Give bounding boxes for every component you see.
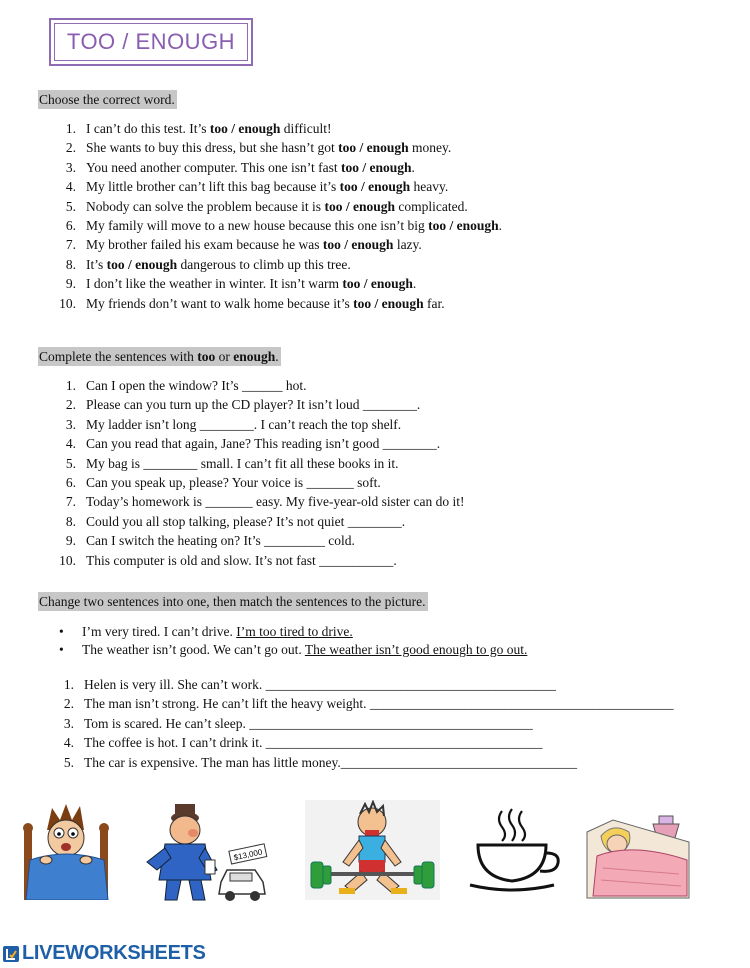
question-number: 7. (65, 237, 76, 253)
question-text: My friends don’t want to walk home because it’s (86, 295, 354, 311)
combine-text: The man isn’t strong. He can’t lift the heavy weight. _____________________________________________ (84, 696, 674, 712)
sentence-text: Could you all stop talking, please? It’s not quiet ________. (86, 513, 406, 529)
combine-item (56, 675, 674, 694)
sentence-number: 6. (65, 474, 76, 490)
combine-item (56, 733, 674, 752)
sentence-text: Please can you turn up the CD player? It isn’t loud ________. (86, 397, 421, 413)
price-tag-label: $13,000 (232, 847, 264, 863)
section3-instruction: Change two sentences into one, then match the sentences to the picture. (39, 594, 426, 609)
example-text: The weather isn’t good. We can’t go out. (82, 642, 305, 657)
liveworksheets-logo-icon (2, 945, 20, 963)
question-text: I can’t do this test. It’s (86, 121, 210, 136)
sentence-text: Can you speak up, please? Your voice is _______ soft. (86, 474, 381, 490)
liveworksheets-brand-text: LIVEWORKSHEETS (22, 942, 206, 964)
question-number: 3. (65, 159, 76, 175)
section3-list (56, 675, 674, 772)
combine-text: Tom is scared. He can’t sleep. __________________________________________ (84, 715, 533, 731)
liveworksheets-logo (2, 942, 206, 965)
sentence-number: 4. (65, 436, 76, 452)
sentence-item (58, 415, 464, 434)
question-text: I don’t like the weather in winter. It isn’t warm (86, 276, 343, 292)
sentence-text: Today’s homework is _______ easy. My five-year-old sister can do it! (86, 494, 465, 510)
question-number: 2. (65, 140, 76, 156)
question-item (58, 294, 502, 313)
sentence-number: 7. (65, 494, 76, 510)
question-text: My brother failed his exam because he was (86, 237, 323, 253)
question-number: 6. (65, 217, 76, 233)
question-number: 8. (65, 256, 76, 272)
question-text-end: difficult! (280, 121, 332, 136)
sentence-text: Can I open the window? It’s ______ hot. (86, 378, 307, 393)
question-text: She wants to buy this dress, but she hasn’t got (86, 140, 339, 156)
question-text: It’s (86, 256, 107, 272)
choice-options: too / enough (339, 179, 411, 195)
combine-number: 2. (63, 696, 74, 712)
question-item (58, 138, 502, 157)
question-number: 9. (65, 276, 76, 292)
question-text-end: far. (423, 295, 445, 311)
question-item (58, 216, 502, 235)
sentence-number: 9. (65, 533, 76, 549)
hot-coffee-cup-picture (468, 805, 563, 895)
sentence-text: This computer is old and slow. It’s not fast ___________. (86, 552, 397, 568)
question-text-end: money. (408, 140, 452, 156)
combine-text: The car is expensive. The man has little money.___________________________________ (84, 754, 578, 770)
question-number: 5. (65, 198, 76, 214)
question-text: Nobody can solve the problem because it is (86, 198, 325, 214)
choice-options: too / enough (209, 121, 281, 136)
example-item (58, 641, 527, 659)
combine-item (56, 714, 674, 733)
scared-boy-in-bed-picture (22, 800, 112, 900)
worksheet-title: TOO / ENOUGH (54, 23, 248, 61)
sentence-item (58, 395, 464, 414)
sentence-number: 5. (65, 455, 76, 471)
sentence-item (58, 531, 464, 550)
example-answer: The weather isn’t good enough to go out. (304, 642, 528, 657)
example-text: I’m very tired. I can’t drive. (82, 624, 237, 639)
section1-list (58, 119, 502, 313)
sentence-item (58, 473, 464, 492)
section2-list (58, 376, 464, 570)
section2-instruction: Complete the sentences with too or enough. (39, 349, 279, 364)
question-text-end: heavy. (410, 179, 449, 195)
example-answer: I’m too tired to drive. (236, 624, 353, 639)
combine-number: 4. (63, 735, 74, 751)
sentence-text: Can I switch the heating on? It’s _________ cold. (86, 533, 355, 549)
question-text: You need another computer. This one isn’t fast (86, 159, 341, 175)
sentence-number: 2. (65, 397, 76, 413)
combine-number: 1. (63, 677, 74, 692)
combine-text: The coffee is hot. I can’t drink it. _________________________________________ (84, 735, 543, 751)
question-number: 10. (59, 295, 76, 311)
sentence-number: 3. (65, 416, 76, 432)
question-text: My family will move to a new house because this one isn’t big (86, 217, 429, 233)
combine-number: 5. (63, 754, 74, 770)
choice-options: too / enough (340, 159, 412, 175)
sentence-number: 8. (65, 513, 76, 529)
question-item (58, 177, 502, 196)
choice-options: too / enough (428, 217, 499, 233)
question-text-end: lazy. (393, 237, 422, 253)
question-item (58, 235, 502, 254)
sentence-item (58, 492, 464, 511)
question-item (58, 158, 502, 177)
question-text-end: complicated. (394, 198, 468, 214)
sentence-item (58, 551, 464, 570)
sentence-item (58, 376, 464, 395)
section3-examples (58, 623, 527, 659)
sentence-item (58, 512, 464, 531)
man-no-money-car-picture (135, 800, 270, 905)
question-text-end: . (412, 276, 417, 292)
combine-item (56, 753, 674, 772)
question-number: 4. (65, 179, 76, 195)
question-text-end: . (498, 217, 502, 233)
sentence-text: Can you read that again, Jane? This reading isn’t good ________. (86, 436, 441, 452)
sentence-text: My ladder isn’t long ________. I can’t reach the top shelf. (86, 416, 402, 432)
question-text-end: dangerous to climb up this tree. (177, 256, 351, 272)
sentence-text: My bag is ________ small. I can’t fit all these books in it. (86, 455, 399, 471)
choice-options: too / enough (353, 295, 424, 311)
question-text-end: . (411, 159, 415, 175)
sick-girl-in-bed-picture (583, 802, 695, 902)
section1-instruction: Choose the correct word. (39, 92, 175, 107)
sentence-number: 10. (59, 552, 76, 568)
choice-options: too / enough (338, 140, 409, 156)
sentence-item (58, 454, 464, 473)
title-box (49, 18, 253, 66)
question-item (58, 255, 502, 274)
question-item (58, 274, 502, 293)
question-item (58, 119, 502, 138)
question-text: My little brother can’t lift this bag because it’s (86, 179, 340, 195)
combine-item (56, 694, 674, 713)
question-item (58, 197, 502, 216)
question-number: 1. (65, 121, 76, 136)
choice-options: too / enough (324, 198, 395, 214)
choice-options: too / enough (322, 237, 394, 253)
choice-options: too / enough (106, 256, 178, 272)
sentence-item (58, 434, 464, 453)
combine-text: Helen is very ill. She can’t work. ___________________________________________ (84, 677, 556, 692)
weightlifter-picture (305, 800, 440, 900)
combine-number: 3. (63, 715, 74, 731)
choice-options: too / enough (342, 276, 413, 292)
sentence-number: 1. (65, 378, 76, 393)
example-item (58, 623, 527, 641)
